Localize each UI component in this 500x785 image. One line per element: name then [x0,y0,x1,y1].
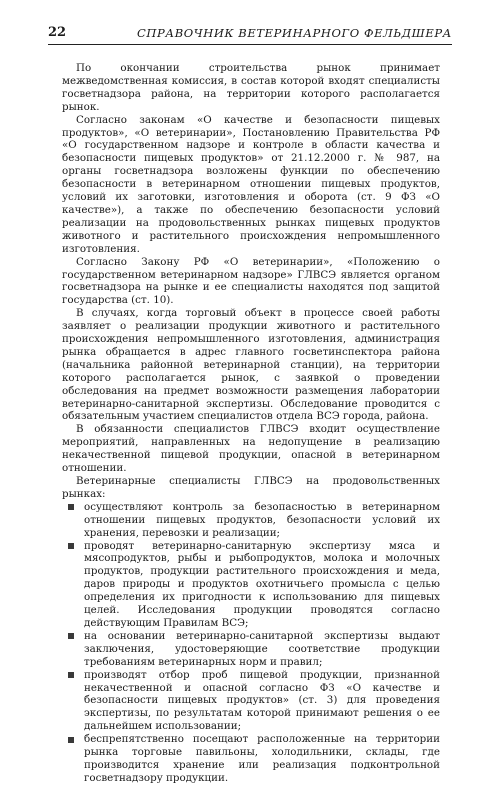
list-item [62,540,440,630]
paragraph: В случаях, когда торговый объект в процессе своей работы заявляет о реализации продукции животного и растительного происхождения непромышленного изготовления, администрация рынка обращается в адрес главного госветинспектора района (начальника районной ветеринарной станции), на территории которого располагается рынок, с заявкой о проведении обследования на предмет возможности размещения лаборатории ветеринарно-санитарной экспертизы. Обследование проводится с обязательным участием специалистов отдела ВСЭ города, района. [62,307,440,423]
paragraph: По окончании строительства рынок принимает межведомственная комиссия, в состав которой входят специалисты госветнадзора района, на территории которого располагается рынок. [62,62,440,113]
square-bullet-icon [68,737,74,743]
list-item-text: на основании ветеринарно-санитарной экспертизы выдают заключения, удостоверяющие соответствие продукции требованиям ветеринарных норм и правил; [84,629,440,668]
list-item-text: проводят ветеринарно-санитарную экспертизу мяса и мясопродуктов, рыбы и рыбопродуктов, молока и молочных продуктов, продукции растительного происхождения и меда, даров природы и продуктов охотничьего промысла с целью определения их пригодности к использованию для пищевых целей. Исследования продукции проводятся согласно действующим Правилам ВСЭ; [84,539,440,629]
paragraph: В обязанности специалистов ГЛВСЭ входит осуществление мероприятий, направленных на недопущение в реализацию некачественной пищевой продукции, опасной в ветеринарном отношении. [62,423,440,475]
paragraph: Ветеринарные специалисты ГЛВСЭ на продовольственных рынках: [62,475,440,500]
list-item-text: осуществляют контроль за безопасностью в ветеринарном отношении пищевых продуктов, безопасности условий их хранения, перевозки и реализации; [84,500,440,539]
page-header [48,24,452,42]
bullet-list [62,501,440,785]
running-title: СПРАВОЧНИК ВЕТЕРИНАРНОГО ФЕЛЬДШЕРА [137,26,452,40]
header-rule [48,44,452,45]
list-item-text: производят отбор проб пищевой продукции, признанной некачественной и опасной согласно ФЗ «О качестве и безопасности пищевых продуктов» (ст. 3) для проведения экспертизы, по результатам которой принимают решения о ее дальнейшем использовании; [84,668,440,733]
square-bullet-icon [68,672,74,678]
list-item [62,630,440,669]
square-bullet-icon [68,633,74,639]
list-item [62,733,440,785]
list-item [62,501,440,540]
square-bullet-icon [68,504,74,510]
paragraph: Согласно Закону РФ «О ветеринарии», «Положению о государственном ветеринарном надзоре» ГЛВСЭ является органом госветнадзора на рынке и ее специалисты находятся под защитой государства (ст. 10). [62,255,440,307]
paragraph: Согласно законам «О качестве и безопасности пищевых продуктов», «О ветеринарии», Постановлению Правительства РФ «О государственном надзоре и контроле в области качества и безопасности пищевых продуктов» от 21.12.2000 г. № 987, на органы госветнадзора возложены функции по обеспечению безопасности в ветеринарном отношении пищевых продуктов, условий их заготовки, изготовления и оборота (ст. 9 ФЗ «О качестве»), а также по обеспечению безопасности условий реализации на продовольственных рынках пищевых продуктов животного и растительного происхождения непромышленного изготовления. [62,113,440,255]
list-item-text: беспрепятственно посещают расположенные на территории рынка торговые павильоны, холодильники, склады, где производится хранение или реализация подконтрольной госветнадзору продукции. [84,733,440,784]
body-text [62,62,440,785]
square-bullet-icon [68,543,74,549]
list-item [62,669,440,734]
page-number: 22 [48,25,67,40]
